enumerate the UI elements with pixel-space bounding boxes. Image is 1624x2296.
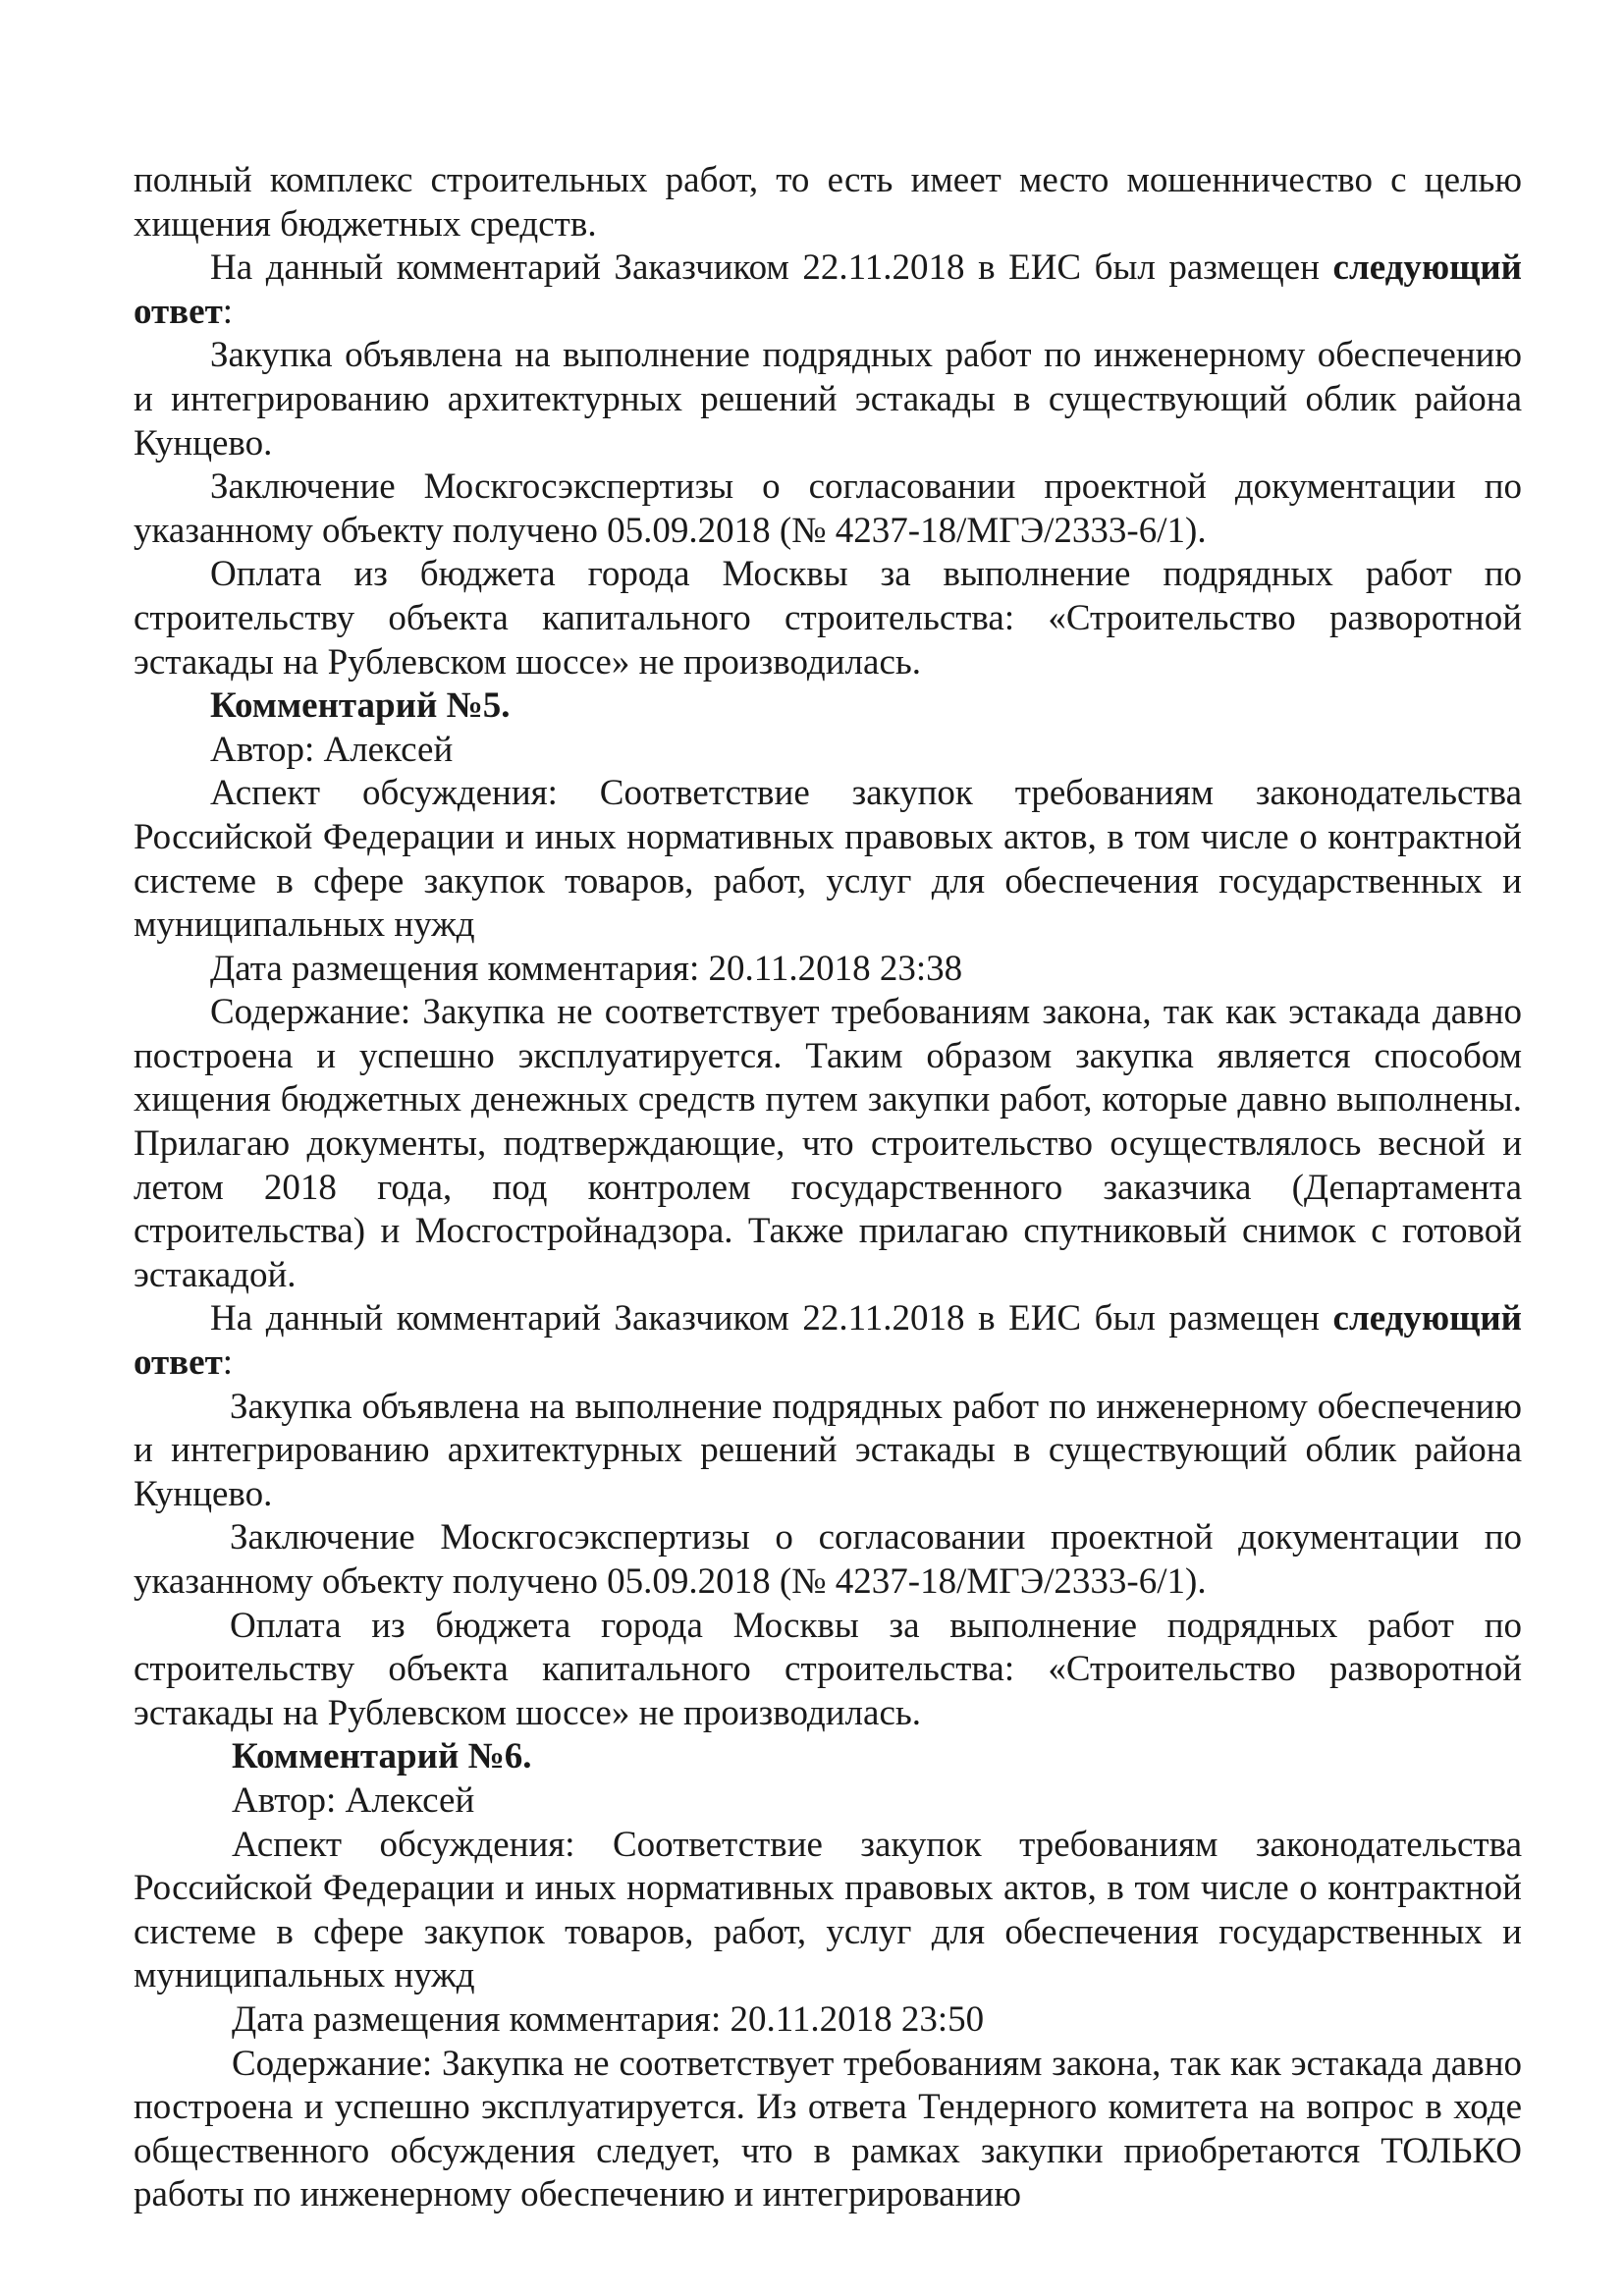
- comment6-content: Содержание: Закупка не соответствует требованиям закона, так как эстакада давно построена и успешно эксплуатируется. Из ответа Тендерного комитета на вопрос в ходе общественного обсуждения следует, что в рамках закупки приобретаются ТОЛЬКО работы по инженерному обеспечению и интегрированию: [134, 2043, 1522, 2215]
- reply2-paragraph-purpose: Закупка объявлена на выполнение подрядных работ по инженерному обеспечению и интегрированию архитектурных решений эстакады в существующий облик района Кунцево.: [134, 1386, 1522, 1514]
- reply-bold-label: следующий ответ: [134, 247, 1522, 332]
- reply2-paragraph-expertise: Заключение Москгосэкспертизы о согласовании проектной документации по указанному объекту получено 05.09.2018 (№ 4237-18/МГЭ/2333-6/1).: [134, 1517, 1522, 1602]
- reply-intro-colon: :: [222, 1342, 234, 1384]
- reply1-paragraph-expertise: Заключение Москгосэкспертизы о согласовании проектной документации по указанному объекту получено 05.09.2018 (№ 4237-18/МГЭ/2333-6/1).: [134, 466, 1522, 551]
- comment6-date: Дата размещения комментария: 20.11.2018 23:50: [232, 1998, 985, 2040]
- paragraph-fraud-conclusion: полный комплекс строительных работ, то есть имеет место мошенничество с целью хищения бюджетных средств.: [134, 160, 1522, 245]
- reply-intro-colon: :: [222, 291, 234, 332]
- document-body: [134, 159, 1522, 2217]
- reply-intro-text: На данный комментарий Заказчиком 22.11.2018 в ЕИС был размещен: [210, 247, 1333, 289]
- comment5-author: Автор: Алексей: [210, 729, 454, 770]
- reply-intro-text: На данный комментарий Заказчиком 22.11.2018 в ЕИС был размещен: [210, 1298, 1333, 1339]
- reply2-paragraph-payment: Оплата из бюджета города Москвы за выполнение подрядных работ по строительству объекта капитального строительства: «Строительство разворотной эстакады на Рублевском шоссе» не производилась.: [134, 1605, 1522, 1733]
- comment5-content: Содержание: Закупка не соответствует требованиям закона, так как эстакада давно построена и успешно эксплуатируется. Таким образом закупка является способом хищения бюджетных денежных средств путем закупки работ, которые давно выполнены. Прилагаю документы, подтверждающие, что строительство осуществлялось весной и летом 2018 года, под контролем государственного заказчика (Департамента строительства) и Мосгостройнадзора. Также прилагаю спутниковый снимок с готовой эстакадой.: [134, 992, 1522, 1295]
- comment6-heading: Комментарий №6.: [232, 1736, 532, 1777]
- reply1-paragraph-payment: Оплата из бюджета города Москвы за выполнение подрядных работ по строительству объекта капитального строительства: «Строительство разворотной эстакады на Рублевском шоссе» не производилась.: [134, 554, 1522, 683]
- comment6-author: Автор: Алексей: [232, 1779, 475, 1821]
- reply-intro-1: [134, 246, 1522, 334]
- reply-intro-2: [134, 1297, 1522, 1385]
- comment6-aspect: Аспект обсуждения: Соответствие закупок требованиям законодательства Российской Федерации и иных нормативных правовых актов, в том числе о контрактной системе в сфере закупок товаров, работ, услуг для обеспечения государственных и муниципальных нужд: [134, 1824, 1522, 1996]
- comment5-date: Дата размещения комментария: 20.11.2018 23:38: [210, 948, 963, 989]
- comment5-aspect: Аспект обсуждения: Соответствие закупок требованиям законодательства Российской Федерации и иных нормативных правовых актов, в том числе о контрактной системе в сфере закупок товаров, работ, услуг для обеспечения государственных и муниципальных нужд: [134, 773, 1522, 946]
- comment5-heading: Комментарий №5.: [210, 685, 511, 727]
- reply-bold-label: следующий ответ: [134, 1298, 1522, 1384]
- reply1-paragraph-purpose: Закупка объявлена на выполнение подрядных работ по инженерному обеспечению и интегрированию архитектурных решений эстакады в существующий облик района Кунцево.: [134, 335, 1522, 464]
